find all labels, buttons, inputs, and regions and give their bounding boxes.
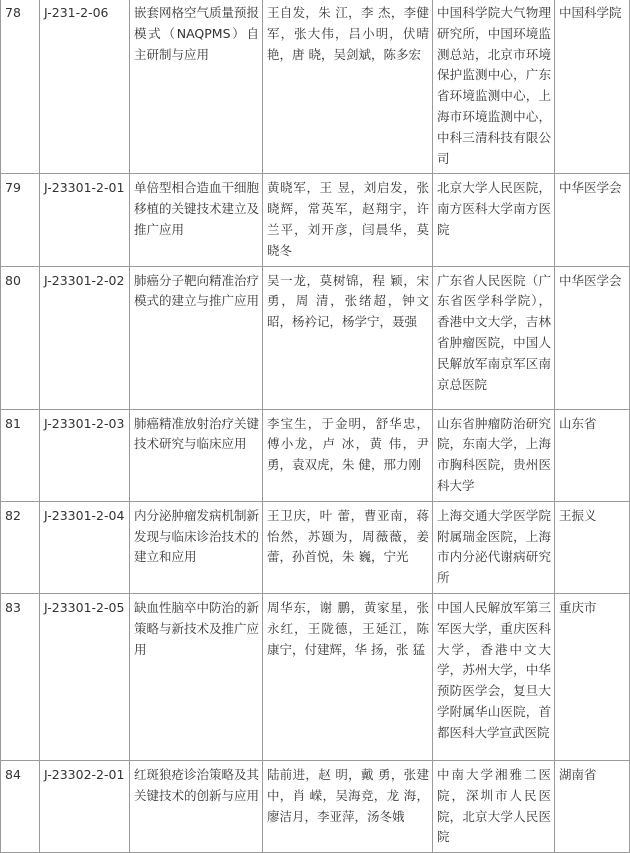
nominator-cell: 重庆市 xyxy=(555,593,630,760)
main-units-cell: 广东省人民医院（广东省医学科学院），香港中文大学，吉林省肿瘤医院，中国人民解放军南京军区南京总医院 xyxy=(433,266,555,409)
table-row xyxy=(1,593,630,760)
main-completers-cell: 王卫庆，叶 蕾，曹亚南，蒋怡然，苏颋为，周薇薇，姜 蕾，孙首悦，朱 巍，宁光 xyxy=(263,501,433,593)
table-body xyxy=(1,0,630,853)
table-row xyxy=(1,760,630,852)
project-title-cell: 肺癌分子靶向精准治疗模式的建立与推广应用 xyxy=(130,266,263,409)
table-row xyxy=(1,174,630,266)
nominator-cell: 中华医学会 xyxy=(555,174,630,266)
row-number-cell: 78 xyxy=(1,0,40,174)
table-row xyxy=(1,266,630,409)
row-number-cell: 79 xyxy=(1,174,40,266)
main-units-cell: 中国科学院大气物理研究所，中国环境监测总站，北京市环境保护监测中心，广东省环境监测中心，上海市环境监测中心，中科三清科技有限公司 xyxy=(433,0,555,174)
main-completers-cell: 黄晓军，王 昱，刘启发，张晓辉，常英军，赵翔宇，许兰平，刘开彦，闫晨华，莫晓冬 xyxy=(263,174,433,266)
table-row xyxy=(1,501,630,593)
row-number-cell: 82 xyxy=(1,501,40,593)
main-completers-cell: 李宝生，于金明，舒华忠，傅小龙，卢 冰，黄 伟，尹 勇，袁双虎，朱 健，邢力刚 xyxy=(263,409,433,501)
main-units-cell: 中南大学湘雅二医院，深圳市人民医院，北京大学人民医院 xyxy=(433,760,555,852)
project-title-cell: 内分泌肿瘤发病机制新发现与临床诊治技术的建立和应用 xyxy=(130,501,263,593)
nominator-cell: 王振义 xyxy=(555,501,630,593)
project-title-cell: 单倍型相合造血干细胞移植的关键技术建立及推广应用 xyxy=(130,174,263,266)
row-number-cell: 83 xyxy=(1,593,40,760)
project-id-cell: J-23301-2-04 xyxy=(40,501,130,593)
nominator-cell: 山东省 xyxy=(555,409,630,501)
nominator-cell: 湖南省 xyxy=(555,760,630,852)
row-number-cell: 84 xyxy=(1,760,40,852)
project-id-cell: J-231-2-06 xyxy=(40,0,130,174)
nominator-cell: 中国科学院 xyxy=(555,0,630,174)
main-completers-cell: 陆前进，赵 明，戴 勇，张建中，肖 嵘，吴海竞，龙 海，廖洁月，李亚萍，汤冬娥 xyxy=(263,760,433,852)
project-title-cell: 嵌套网格空气质量预报模式（NAQPMS）自主研制与应用 xyxy=(130,0,263,174)
main-completers-cell: 吴一龙，莫树锦，程 颖，宋 勇，周 清，张绪超，钟文昭，杨衿记，杨学宁，聂强 xyxy=(263,266,433,409)
project-id-cell: J-23301-2-05 xyxy=(40,593,130,760)
project-id-cell: J-23301-2-02 xyxy=(40,266,130,409)
project-id-cell: J-23302-2-01 xyxy=(40,760,130,852)
table-row xyxy=(1,0,630,174)
project-id-cell: J-23301-2-03 xyxy=(40,409,130,501)
row-number-cell: 80 xyxy=(1,266,40,409)
main-completers-cell: 王自发，朱 江，李 杰，李健军，张大伟，吕小明，伏晴艳，唐 晓，吴剑斌，陈多宏 xyxy=(263,0,433,174)
project-title-cell: 肺癌精准放射治疗关键技术研究与临床应用 xyxy=(130,409,263,501)
project-title-cell: 红斑狼疮诊治策略及其关键技术的创新与应用 xyxy=(130,760,263,852)
main-units-cell: 北京大学人民医院，南方医科大学南方医院 xyxy=(433,174,555,266)
project-id-cell: J-23301-2-01 xyxy=(40,174,130,266)
nominator-cell: 中华医学会 xyxy=(555,266,630,409)
project-title-cell: 缺血性脑卒中防治的新策略与新技术及推广应用 xyxy=(130,593,263,760)
row-number-cell: 81 xyxy=(1,409,40,501)
main-units-cell: 中国人民解放军第三军医大学，重庆医科大学，香港中文大学，苏州大学，中华预防医学会，复旦大学附属华山医院，首都医科大学宣武医院 xyxy=(433,593,555,760)
main-units-cell: 上海交通大学医学院附属瑞金医院，上海市内分泌代谢病研究所 xyxy=(433,501,555,593)
table-row xyxy=(1,409,630,501)
main-units-cell: 山东省肿瘤防治研究院，东南大学，上海市胸科医院，贵州医科大学 xyxy=(433,409,555,501)
main-completers-cell: 周华东，谢 鹏，黄家星，张永红，王陇德，王延江，陈康宁，付建辉，华 扬，张 猛 xyxy=(263,593,433,760)
